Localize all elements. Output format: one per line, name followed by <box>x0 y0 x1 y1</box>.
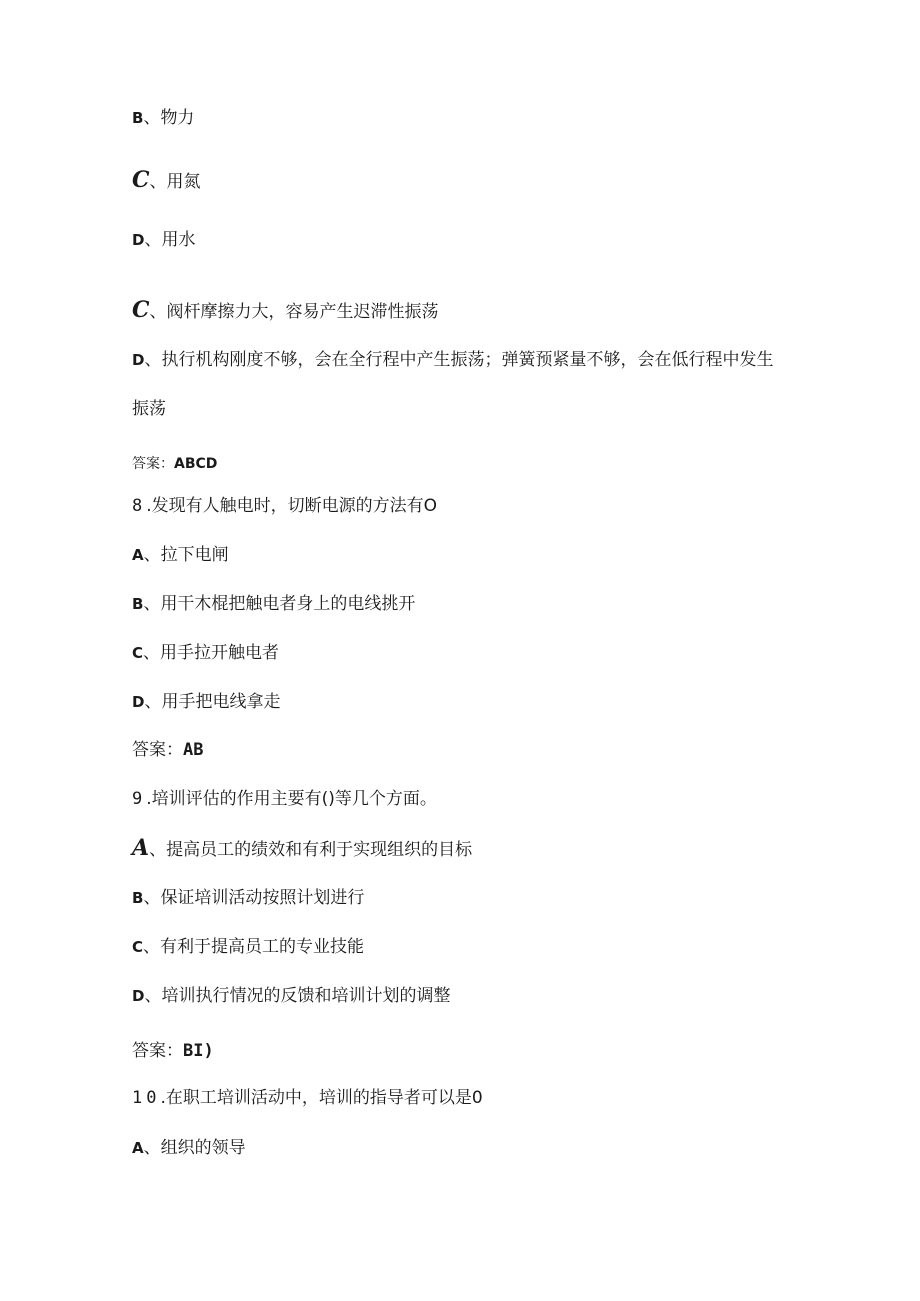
question-10 <box>132 1086 483 1110</box>
option-text: 物力 <box>160 108 195 128</box>
option-b-line <box>132 886 364 910</box>
option-c-line <box>132 935 364 959</box>
option-text: 振荡 <box>132 399 166 419</box>
option-d-line <box>132 690 280 714</box>
option-text: 组织的领导 <box>160 1138 246 1158</box>
option-separator: 、 <box>144 692 162 712</box>
question-text: .在职工培训活动中，培训的指导者可以是0 <box>160 1088 483 1108</box>
option-separator: 、 <box>149 172 167 192</box>
answer-value: ABCD <box>174 456 218 472</box>
option-d-continuation <box>132 397 166 421</box>
option-separator: 、 <box>143 594 161 614</box>
option-letter: C <box>132 297 150 323</box>
option-letter: B <box>132 109 144 127</box>
option-d-line <box>132 348 773 372</box>
option-text: 培训执行情况的反馈和培训计划的调整 <box>161 986 451 1006</box>
option-letter: C <box>132 167 150 193</box>
answer-label: 答案： <box>132 1041 183 1061</box>
answer-value: BI) <box>183 1041 214 1061</box>
option-d-line <box>132 984 450 1008</box>
answer-label: 答案： <box>132 456 174 472</box>
option-letter: A <box>132 546 144 564</box>
option-letter: D <box>132 351 145 369</box>
option-separator: 、 <box>149 840 167 860</box>
option-a-line <box>132 1136 246 1160</box>
option-letter: D <box>132 231 145 249</box>
option-text: 有利于提高员工的专业技能 <box>160 937 365 957</box>
option-separator: 、 <box>143 108 161 128</box>
option-a-line <box>132 836 472 862</box>
question-number: 9 <box>132 789 147 809</box>
option-letter: B <box>132 889 144 907</box>
option-c-line <box>132 168 201 194</box>
answer-label: 答案： <box>132 740 183 760</box>
option-text: 提高员工的绩效和有利于实现组织的目标 <box>166 840 473 860</box>
option-text: 用水 <box>161 230 196 250</box>
option-text: 保证培训活动按照计划进行 <box>160 888 365 908</box>
option-letter: D <box>132 987 145 1005</box>
answer-value: AB <box>183 740 204 760</box>
option-text: 执行机构刚度不够，会在全行程中产生振荡；弹簧预紧量不够，会在低行程中发生 <box>161 350 774 370</box>
option-separator: 、 <box>144 350 162 370</box>
option-c-line <box>132 641 279 665</box>
answer-line <box>132 738 203 762</box>
option-a-line <box>132 543 229 567</box>
question-9 <box>132 787 437 811</box>
option-text: 拉下电闸 <box>160 545 229 565</box>
option-letter: C <box>132 644 144 662</box>
option-text: 用干木棍把触电者身上的电线挑开 <box>160 594 416 614</box>
option-separator: 、 <box>143 545 161 565</box>
answer-line <box>132 452 217 476</box>
question-8 <box>132 494 437 518</box>
option-separator: 、 <box>144 986 162 1006</box>
option-separator: 、 <box>143 937 161 957</box>
option-b-line <box>132 106 194 130</box>
option-d-line <box>132 228 195 252</box>
option-separator: 、 <box>143 1138 161 1158</box>
option-letter: B <box>132 595 144 613</box>
option-text: 用手把电线拿走 <box>161 692 281 712</box>
option-separator: 、 <box>149 302 167 322</box>
question-text: .发现有人触电时，切断电源的方法有O <box>146 496 438 516</box>
question-text: .培训评估的作用主要有()等几个方面。 <box>146 789 437 809</box>
option-b-line <box>132 592 415 616</box>
option-text: 阀杆摩擦力大，容易产生迟滞性振荡 <box>166 302 439 322</box>
option-c-line <box>132 298 439 324</box>
option-letter: C <box>132 938 144 956</box>
question-number: 10 <box>132 1088 161 1108</box>
option-letter: A <box>132 835 150 861</box>
question-number: 8 <box>132 496 147 516</box>
option-text: 用手拉开触电者 <box>160 643 280 663</box>
option-text: 用氮 <box>166 172 201 192</box>
option-separator: 、 <box>143 643 161 663</box>
option-letter: D <box>132 693 145 711</box>
option-separator: 、 <box>143 888 161 908</box>
answer-line <box>132 1039 214 1063</box>
option-letter: A <box>132 1139 144 1157</box>
option-separator: 、 <box>144 230 162 250</box>
